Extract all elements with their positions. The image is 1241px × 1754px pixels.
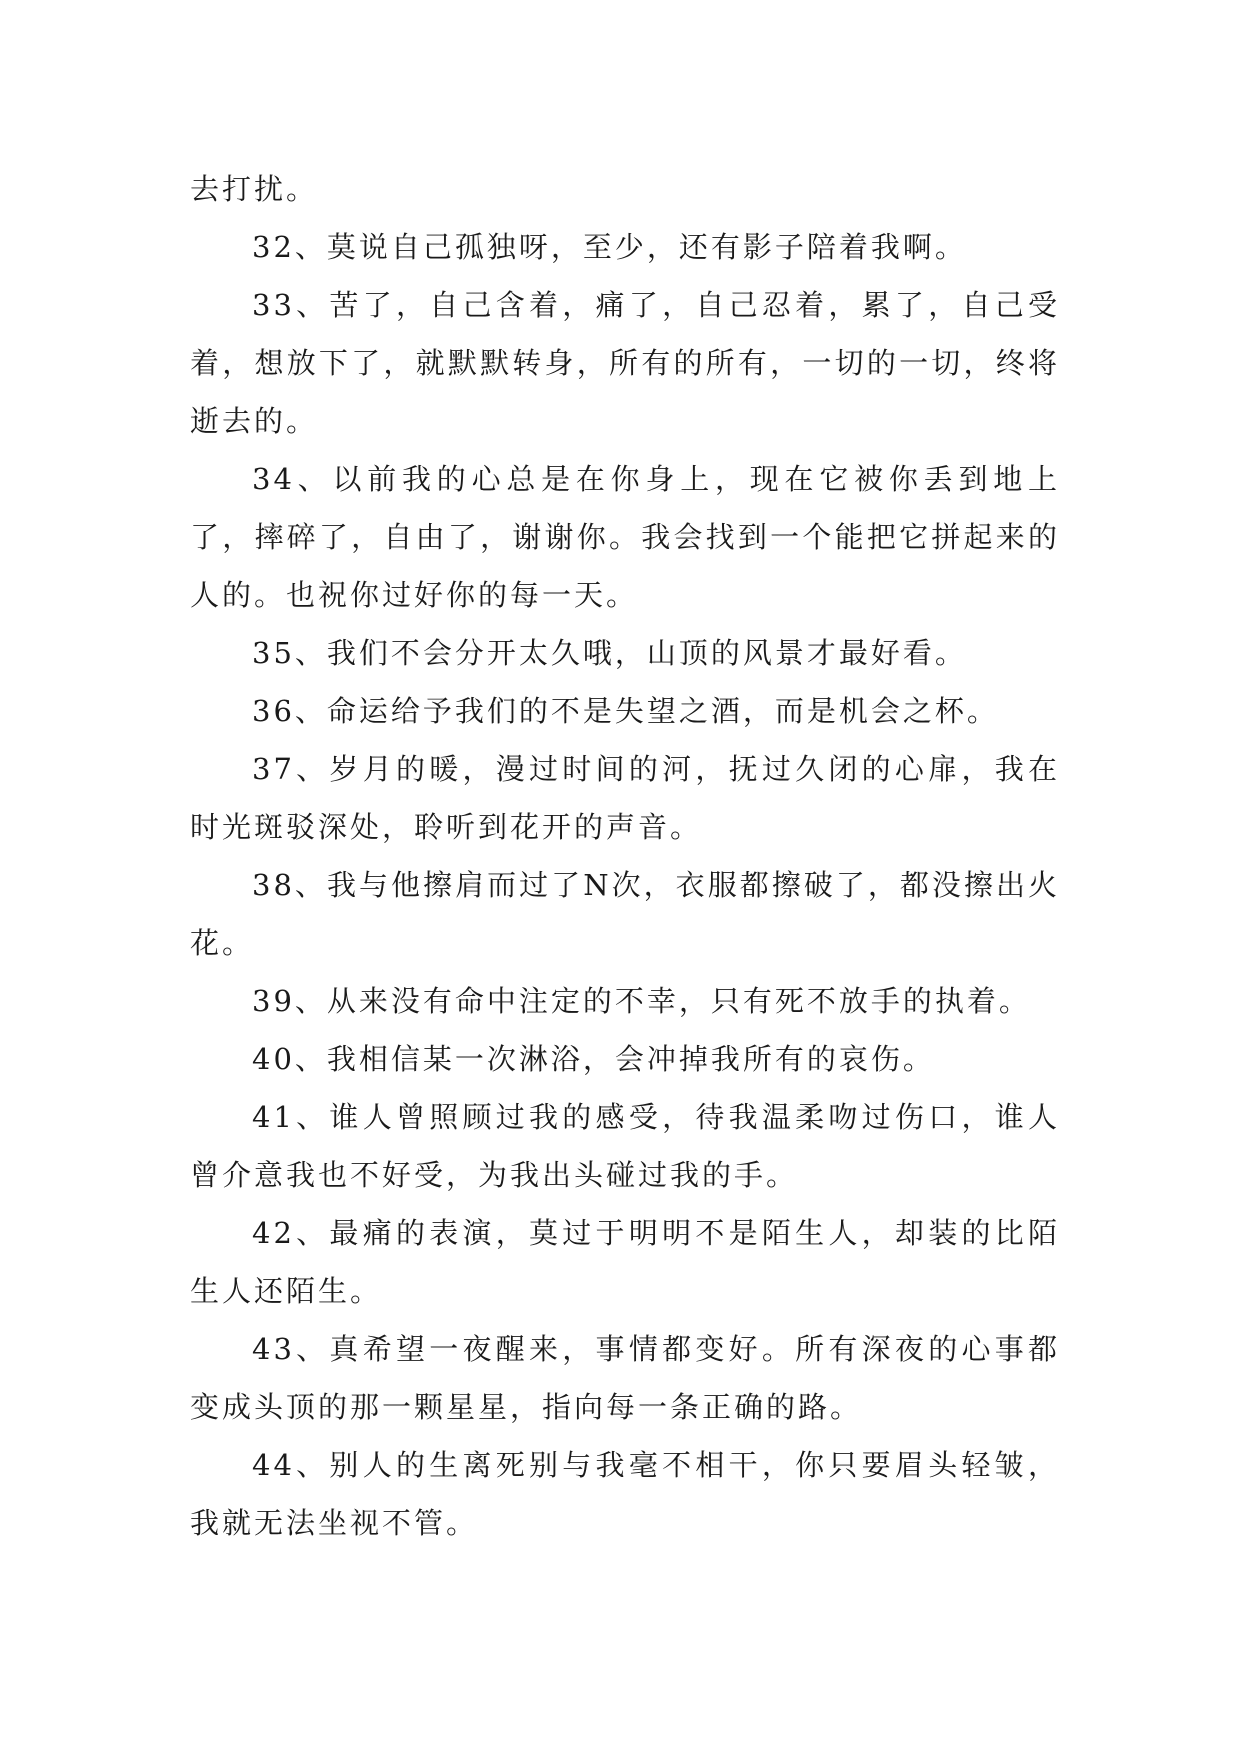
quote-40: 40、我相信某一次淋浴，会冲掉我所有的哀伤。 <box>252 1042 935 1076</box>
quote-32: 32、莫说自己孤独呀，至少，还有影子陪着我啊。 <box>252 230 967 264</box>
quote-33: 33、苦了，自己含着，痛了，自己忍着，累了，自己受着，想放下了，就默默转身，所有的所有，一切的一切，终将逝去的。 <box>190 288 1060 438</box>
quote-38: 38、我与他擦肩而过了N次，衣服都擦破了，都没擦出火花。 <box>190 868 1060 960</box>
paragraph-continued: 去打扰。 <box>190 172 319 206</box>
quote-44: 44、别人的生离死别与我毫不相干，你只要眉头轻皱，我就无法坐视不管。 <box>190 1448 1060 1540</box>
quote-41: 41、谁人曾照顾过我的感受，待我温柔吻过伤口，谁人曾介意我也不好受，为我出头碰过我的手。 <box>190 1100 1060 1192</box>
quote-34: 34、以前我的心总是在你身上，现在它被你丢到地上了，摔碎了，自由了，谢谢你。我会找到一个能把它拼起来的人的。也祝你过好你的每一天。 <box>190 462 1060 612</box>
quote-42: 42、最痛的表演，莫过于明明不是陌生人，却装的比陌生人还陌生。 <box>190 1216 1060 1308</box>
quote-37: 37、岁月的暖，漫过时间的河，抚过久闭的心扉，我在时光斑驳深处，聆听到花开的声音。 <box>190 752 1060 844</box>
quote-39: 39、从来没有命中注定的不幸，只有死不放手的执着。 <box>252 984 1031 1018</box>
document-body <box>190 160 1060 1552</box>
quote-35: 35、我们不会分开太久哦，山顶的风景才最好看。 <box>252 636 967 670</box>
quote-43: 43、真希望一夜醒来，事情都变好。所有深夜的心事都变成头顶的那一颗星星，指向每一条正确的路。 <box>190 1332 1060 1424</box>
quote-36: 36、命运给予我们的不是失望之酒，而是机会之杯。 <box>252 694 999 728</box>
